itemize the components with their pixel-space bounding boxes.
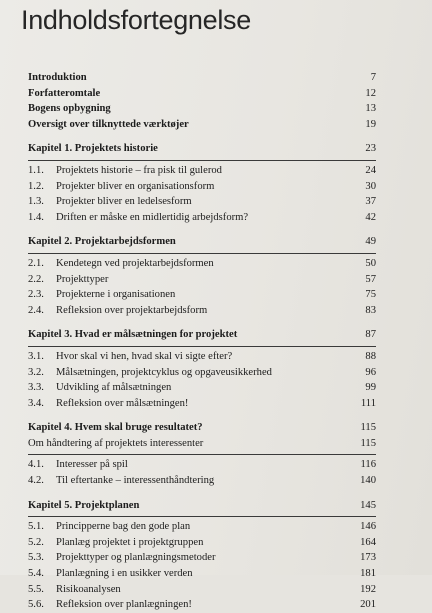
divider xyxy=(28,454,376,455)
toc-section xyxy=(28,396,376,412)
toc-section xyxy=(28,457,376,473)
chapter-subtitle xyxy=(28,436,376,452)
section-title: Projekter bliver en organisationsform xyxy=(56,180,215,192)
section-number: 5.2. xyxy=(28,536,44,548)
toc-section xyxy=(28,256,376,272)
toc-entry xyxy=(28,86,376,102)
toc-section xyxy=(28,194,376,210)
table-of-contents xyxy=(28,70,376,613)
section-title: Risikoanalysen xyxy=(56,583,121,595)
toc-entry-text: Bogens opbygning xyxy=(28,103,111,115)
section-number: 2.1. xyxy=(28,257,44,269)
chapter-title: Kapitel 2. Projektarbejdsformen xyxy=(28,236,176,248)
chapter-heading xyxy=(28,234,376,250)
toc-page-number: 50 xyxy=(365,257,376,269)
section-number: 3.1. xyxy=(28,350,44,362)
section-title: Projekttyper xyxy=(56,273,109,285)
section-number: 2.4. xyxy=(28,304,44,316)
toc-entry-text: Forfatteromtale xyxy=(28,87,101,99)
toc-page-number: 96 xyxy=(365,366,376,378)
divider xyxy=(28,516,376,517)
divider xyxy=(28,253,376,254)
page-title: Indholdsfortegnelse xyxy=(21,5,251,35)
section-number: 1.4. xyxy=(28,211,44,223)
section-number: 3.2. xyxy=(28,366,44,378)
section-number: 3.4. xyxy=(28,397,44,409)
section-title: Driften er måske en midlertidig arbejdsform? xyxy=(56,211,249,223)
toc-entry xyxy=(28,70,376,86)
toc-section xyxy=(28,582,376,598)
toc-page-number: 99 xyxy=(365,382,376,394)
toc-page-number: 145 xyxy=(360,499,376,511)
toc-entry-text: Oversigt over tilknyttede værktøjer xyxy=(28,118,189,130)
chapter-heading xyxy=(28,420,376,436)
toc-page-number: 23 xyxy=(365,143,376,155)
section-title: Kendetegn ved projektarbejdsformen xyxy=(56,257,214,269)
toc-page-number: 37 xyxy=(365,196,376,208)
toc-entry xyxy=(28,101,376,117)
toc-page-number: 87 xyxy=(365,329,376,341)
toc-section xyxy=(28,287,376,303)
toc-page-number: 83 xyxy=(365,304,376,316)
section-title: Udvikling af målsætningen xyxy=(56,382,172,394)
toc-page-number: 88 xyxy=(365,350,376,362)
toc-section xyxy=(28,519,376,535)
toc-section xyxy=(28,349,376,365)
toc-page-number: 115 xyxy=(360,437,376,449)
toc-page-number: 75 xyxy=(365,289,376,301)
toc-section xyxy=(28,380,376,396)
section-number: 5.5. xyxy=(28,583,44,595)
chapter-title: Kapitel 3. Hvad er målsætningen for projektet xyxy=(28,329,238,341)
section-title: Projekterne i organisationen xyxy=(56,289,176,301)
toc-page-number: 49 xyxy=(365,236,376,248)
toc-page-number: 19 xyxy=(365,118,376,130)
section-number: 3.3. xyxy=(28,382,44,394)
chapter-heading xyxy=(28,141,376,157)
section-title: Hvor skal vi hen, hvad skal vi sigte efter? xyxy=(56,350,233,362)
toc-page-number: 140 xyxy=(360,475,376,487)
toc-page-number: 181 xyxy=(360,568,376,580)
section-title: Målsætningen, projektcyklus og opgaveusikkerhed xyxy=(56,366,272,378)
toc-section xyxy=(28,597,376,613)
chapter-heading xyxy=(28,498,376,514)
toc-section xyxy=(28,272,376,288)
section-title: Planlæg projektet i projektgruppen xyxy=(56,536,204,548)
toc-page-number: 192 xyxy=(360,583,376,595)
divider xyxy=(28,160,376,161)
toc-section xyxy=(28,566,376,582)
chapter-title: Kapitel 4. Hvem skal bruge resultatet? xyxy=(28,422,203,434)
section-number: 5.1. xyxy=(28,521,44,533)
section-title: Refleksion over målsætningen! xyxy=(56,397,189,409)
section-title: Refleksion over projektarbejdsform xyxy=(56,304,208,316)
toc-section xyxy=(28,179,376,195)
section-title: Projektets historie – fra pisk til gulerod xyxy=(56,164,222,176)
section-title: Til eftertanke – interessenthåndtering xyxy=(56,475,215,487)
toc-page-number: 173 xyxy=(360,552,376,564)
section-number: 1.3. xyxy=(28,196,44,208)
section-number: 5.3. xyxy=(28,552,44,564)
section-number: 1.2. xyxy=(28,180,44,192)
toc-page-number: 57 xyxy=(365,273,376,285)
toc-page-number: 42 xyxy=(365,211,376,223)
section-title: Interesser på spil xyxy=(56,459,128,471)
toc-page-number: 12 xyxy=(365,87,376,99)
divider xyxy=(28,346,376,347)
toc-section xyxy=(28,365,376,381)
section-number: 2.2. xyxy=(28,273,44,285)
section-title: Projekttyper og planlægningsmetoder xyxy=(56,552,216,564)
toc-section xyxy=(28,535,376,551)
toc-section xyxy=(28,550,376,566)
section-number: 2.3. xyxy=(28,289,44,301)
section-title: Refleksion over planlægningen! xyxy=(56,599,192,611)
section-number: 4.2. xyxy=(28,475,44,487)
toc-entry xyxy=(28,117,376,133)
chapter-subtitle-text: Om håndtering af projektets interessenter xyxy=(28,437,204,449)
toc-page-number: 115 xyxy=(360,422,376,434)
section-number: 5.4. xyxy=(28,568,44,580)
section-title: Planlægning i en usikker verden xyxy=(56,568,193,580)
toc-page-number: 111 xyxy=(360,397,376,409)
toc-section xyxy=(28,473,376,489)
toc-page-number: 13 xyxy=(365,103,376,115)
toc-page-number: 7 xyxy=(370,72,376,83)
toc-page-number: 201 xyxy=(360,599,376,611)
chapter-heading xyxy=(28,327,376,343)
section-number: 4.1. xyxy=(28,459,44,471)
toc-page-number: 30 xyxy=(365,180,376,192)
section-number: 5.6. xyxy=(28,599,44,611)
chapter-title: Kapitel 5. Projektplanen xyxy=(28,499,140,511)
toc-section xyxy=(28,303,376,319)
section-title: Projekter bliver en ledelsesform xyxy=(56,196,192,208)
toc-page-number: 164 xyxy=(360,536,376,548)
section-number: 1.1. xyxy=(28,164,44,176)
toc-entry-text: Introduktion xyxy=(28,72,87,83)
toc-page-number: 146 xyxy=(360,521,376,533)
toc-page-number: 24 xyxy=(365,164,376,176)
chapter-title: Kapitel 1. Projektets historie xyxy=(28,143,158,155)
toc-page-number: 116 xyxy=(360,459,376,471)
toc-section xyxy=(28,210,376,226)
toc-section xyxy=(28,163,376,179)
section-title: Principperne bag den gode plan xyxy=(56,521,191,533)
